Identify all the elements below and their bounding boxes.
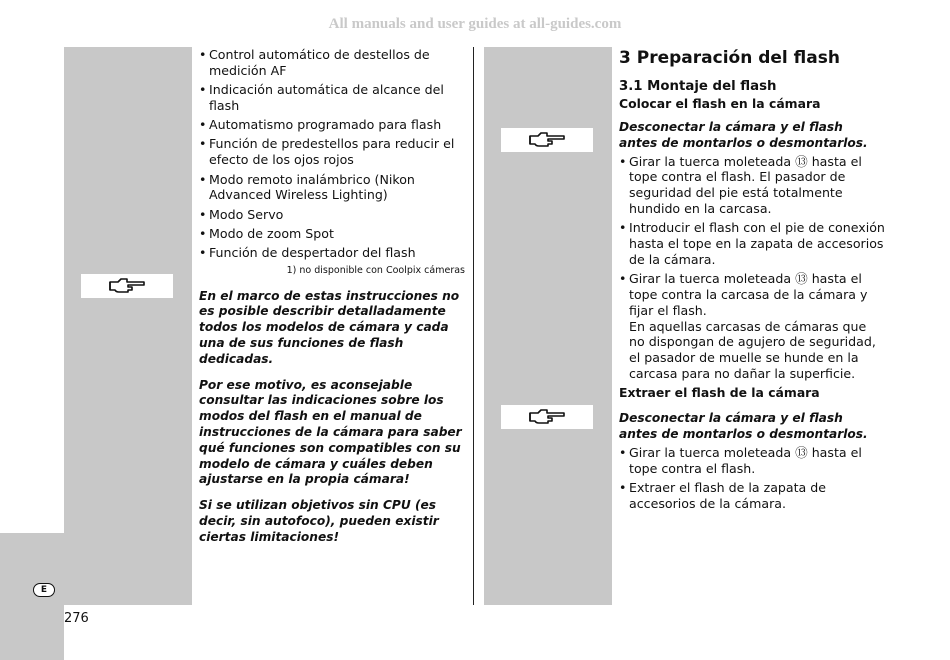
feature-list	[199, 47, 465, 261]
corner-tab	[0, 533, 64, 660]
list-item: • Girar la tuerca moleteada ⑬ hasta el tope contra el flash.	[619, 445, 885, 477]
step-text: Girar la tuerca moleteada ⑬ hasta el tope contra la carcasa de la cámara y fijar el flash.	[629, 271, 868, 318]
column-divider	[473, 47, 474, 605]
note-paragraph: En el marco de estas instrucciones no es posible describir detalladamente todos los modelos de cámara y cada una de sus funciones de flash dedicadas.	[199, 288, 460, 366]
pointing-hand-icon	[81, 274, 173, 298]
mounting-steps	[619, 154, 885, 382]
warning-text: Desconectar la cámara y el flash antes de montarlos o desmontarlos.	[619, 120, 868, 150]
list-item: • Girar la tuerca moleteada ⑬ hasta el tope contra el flash. El pasador de seguridad del pie está totalmente hundido en la carcasa.	[619, 154, 885, 217]
list-item: • Extraer el flash de la zapata de accesorios de la cámara.	[619, 480, 885, 512]
footnote: 1) no disponible con Coolpix cámeras	[286, 264, 465, 276]
list-item: • Modo de zoom Spot	[199, 226, 465, 242]
list-item: • Indicación automática de alcance del flash	[199, 82, 465, 114]
section-heading: 3.1 Montaje del flash	[619, 79, 777, 94]
page-number: 276	[64, 611, 89, 626]
list-item: • Automatismo programado para flash	[199, 117, 465, 133]
list-item: • Modo remoto inalámbrico (Nikon Advanced Wireless Lighting)	[199, 172, 465, 204]
pointing-hand-icon	[501, 128, 593, 152]
left-text-column	[199, 47, 465, 556]
pointing-hand-icon	[501, 405, 593, 429]
list-item: • Función de predestellos para reducir el efecto de los ojos rojos	[199, 136, 465, 168]
watermark: All manuals and user guides at all-guides.com	[328, 16, 622, 32]
list-item: • Modo Servo	[199, 207, 465, 223]
right-text-column	[619, 47, 885, 515]
subsection-heading: Extraer el flash de la cámara	[619, 385, 820, 401]
list-item: • Introducir el flash con el pie de conexión hasta el tope en la zapata de accesorios de la cámara.	[619, 220, 885, 267]
list-item	[619, 271, 885, 382]
chapter-title: 3 Preparación del flash	[619, 48, 840, 68]
removal-steps	[619, 445, 885, 512]
subsection-heading: Colocar el flash en la cámara	[619, 96, 821, 111]
note-paragraph: Si se utilizan objetivos sin CPU (es decir, sin autofoco), pueden existir ciertas limitaciones!	[199, 498, 439, 544]
warning-text: Desconectar la cámara y el flash antes de montarlos o desmontarlos.	[619, 411, 868, 442]
note-paragraph: Por ese motivo, es aconsejable consultar las indicaciones sobre los modos del flash en el manual de instrucciones de la cámara para saber qué funciones son compatibles con su modelo de cámara y cuáles deben ajustarse en la propia cámara!	[199, 377, 462, 487]
step-extra-text: En aquellas carcasas de cámaras que no dispongan de agujero de seguridad, el pasador de muelle se hunde en la carcasa para no dañar la superficie.	[629, 318, 876, 381]
list-item: • Control automático de destellos de medición AF	[199, 47, 465, 79]
list-item: • Función de despertador del flash	[199, 245, 465, 261]
left-margin-band	[64, 47, 192, 605]
language-badge: E	[33, 583, 55, 597]
